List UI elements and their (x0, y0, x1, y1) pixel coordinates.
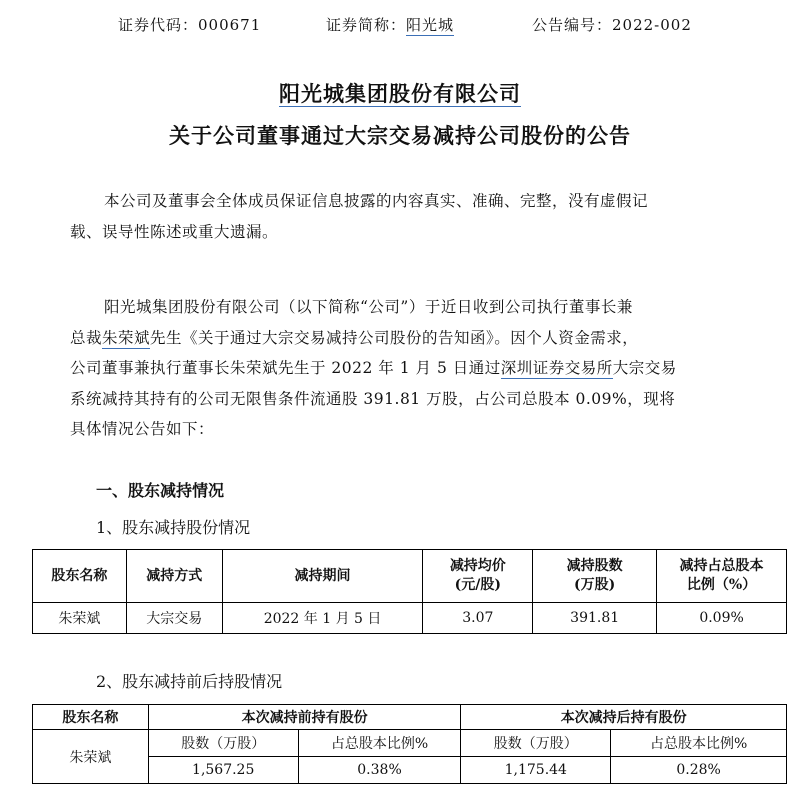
cell-after-shares: 1,175.44 (461, 757, 611, 784)
col-ratio-line2: 比例（%） (686, 577, 757, 593)
col-shares-line1: 减持股数 (566, 558, 623, 574)
cell-method: 大宗交易 (126, 603, 222, 634)
notice-title: 关于公司董事通过大宗交易减持公司股份的公告 (169, 123, 631, 148)
col-before-holding: 本次减持前持有股份 (148, 705, 461, 730)
col-holder-name: 股东名称 (33, 550, 127, 603)
section-heading: 一、股东减持情况 (96, 481, 225, 500)
cell-holder-name: 朱荣斌 (33, 730, 149, 784)
col-ratio-line1: 减持占总股本 (679, 558, 764, 574)
holding-table (32, 704, 787, 784)
cell-after-ratio: 0.28% (611, 757, 787, 784)
col-shares (533, 550, 657, 603)
reduction-table (32, 549, 787, 634)
security-short-name-label: 证券简称： (326, 16, 407, 34)
statement-line-1: 本公司及董事会全体成员保证信息披露的内容真实、准确、完整，没有虚假记 (104, 192, 649, 210)
subsection-2-heading: 2、股东减持前后持股情况 (96, 672, 283, 691)
company-title-text: 阳光城集团股份有限公司 (279, 81, 521, 106)
cell-period: 2022 年 1 月 5 日 (222, 603, 423, 634)
body-line-3-b: 大宗交易 (612, 359, 677, 377)
table-header-row (33, 705, 787, 730)
security-code: 证券代码：000671 (118, 16, 262, 34)
col-after-ratio: 占总股本比例% (611, 730, 787, 757)
table-header-row (33, 550, 787, 603)
cell-avg-price: 3.07 (423, 603, 533, 634)
col-after-shares: 股数（万股） (461, 730, 611, 757)
body-line-5: 具体情况公告如下： (70, 420, 215, 438)
col-avg-price (423, 550, 533, 603)
col-ratio (657, 550, 787, 603)
exchange-name-link: 深圳证券交易所 (500, 359, 613, 377)
body-line-2-a: 总裁 (70, 328, 103, 347)
subsection-1-heading: 1、股东减持股份情况 (96, 518, 251, 537)
statement-line-2: 载、误导性陈述或重大遗漏。 (70, 222, 279, 241)
body-line-3 (70, 353, 750, 384)
company-title (0, 78, 800, 108)
cell-before-shares: 1,567.25 (148, 757, 298, 784)
col-before-shares: 股数（万股） (148, 730, 298, 757)
body-paragraph (70, 292, 750, 445)
cell-shares: 391.81 (533, 603, 657, 634)
col-before-ratio: 占总股本比例% (298, 730, 461, 757)
security-short-name (326, 14, 454, 35)
board-statement (70, 186, 750, 247)
col-avg-price-line2: (元/股) (454, 577, 501, 593)
cell-ratio: 0.09% (657, 603, 787, 634)
col-shares-line2: (万股) (574, 577, 616, 593)
cell-holder-name: 朱荣斌 (33, 603, 127, 634)
cell-before-ratio: 0.38% (298, 757, 461, 784)
body-line-4: 系统减持其持有的公司无限售条件流通股 391.81 万股，占公司总股本 0.09%，现将 (70, 389, 676, 408)
body-line-3-a: 公司董事兼执行董事长朱荣斌先生于 2022 年 1 月 5 日通过 (70, 359, 501, 377)
notice-number: 公告编号：2022-002 (532, 16, 692, 34)
director-name-link: 朱荣斌 (102, 328, 151, 347)
body-line-1: 阳光城集团股份有限公司（以下简称“公司”）于近日收到公司执行董事长兼 (104, 298, 633, 316)
col-holder-name: 股东名称 (33, 705, 149, 730)
security-short-name-value: 阳光城 (406, 16, 455, 34)
body-line-2-b: 先生《关于通过大宗交易减持公司股份的告知函》。因个人资金需求， (150, 328, 639, 347)
table-row (33, 603, 787, 634)
body-line-2 (70, 323, 750, 354)
col-after-holding: 本次减持后持有股份 (461, 705, 787, 730)
table-subheader-row (33, 730, 787, 757)
col-method: 减持方式 (126, 550, 222, 603)
col-period: 减持期间 (222, 550, 423, 603)
col-avg-price-line1: 减持均价 (449, 558, 506, 574)
